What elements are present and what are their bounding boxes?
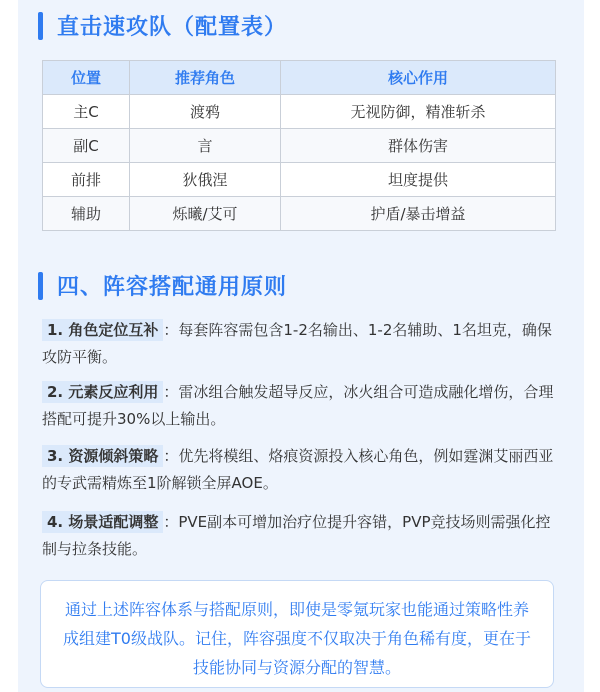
table-cell: 坦度提供 — [281, 163, 556, 197]
principle-title: 3. 资源倾斜策略 — [42, 445, 163, 467]
section-title: 直击速攻队（配置表） — [57, 15, 288, 40]
section-heading-lineup — [38, 10, 287, 41]
table-cell: 无视防御，精准斩杀 — [281, 95, 556, 129]
principle-item — [42, 379, 562, 433]
table-cell: 护盾/暴击增益 — [281, 197, 556, 231]
table-row — [43, 95, 556, 129]
principle-text: ：PVE副本可增加治疗位提升容错，PVP竞技场则需强化控制与拉条技能。 — [42, 513, 551, 558]
principle-item — [42, 509, 562, 563]
table-cell: 前排 — [43, 163, 130, 197]
principle-item — [42, 317, 562, 371]
principle-text: ：优先将模组、烙痕资源投入核心角色，例如霆渊艾丽西亚的专武需精炼至1阶解锁全屏AOE。 — [42, 447, 554, 492]
table-cell: 烁曦/艾可 — [130, 197, 281, 231]
config-table — [42, 60, 556, 231]
table-cell: 副C — [43, 129, 130, 163]
principle-text: ：雷冰组合触发超导反应，冰火组合可造成融化增伤，合理搭配可提升30%以上输出。 — [42, 383, 554, 428]
table-cell: 主C — [43, 95, 130, 129]
table-header-row — [43, 61, 556, 95]
table-row — [43, 197, 556, 231]
table-row — [43, 163, 556, 197]
heading-accent-bar — [38, 12, 43, 40]
column-header: 核心作用 — [281, 61, 556, 95]
table-row — [43, 129, 556, 163]
table-cell: 狄俄涅 — [130, 163, 281, 197]
table-cell: 渡鸦 — [130, 95, 281, 129]
heading-accent-bar — [38, 272, 43, 300]
section-title: 四、阵容搭配通用原则 — [57, 275, 288, 300]
principle-text: ：每套阵容需包含1-2名输出、1-2名辅助、1名坦克，确保攻防平衡。 — [42, 321, 552, 366]
principle-title: 4. 场景适配调整 — [42, 511, 163, 533]
column-header: 推荐角色 — [130, 61, 281, 95]
section-heading-principles — [38, 270, 287, 301]
principle-item — [42, 443, 562, 497]
table-cell: 言 — [130, 129, 281, 163]
summary-box: 通过上述阵容体系与搭配原则，即使是零氪玩家也能通过策略性养成组建T0级战队。记住，阵容强度不仅取决于角色稀有度，更在于技能协同与资源分配的智慧。 — [40, 580, 554, 688]
table-cell: 群体伤害 — [281, 129, 556, 163]
table-cell: 辅助 — [43, 197, 130, 231]
column-header: 位置 — [43, 61, 130, 95]
principle-title: 1. 角色定位互补 — [42, 319, 163, 341]
principle-title: 2. 元素反应利用 — [42, 381, 163, 403]
